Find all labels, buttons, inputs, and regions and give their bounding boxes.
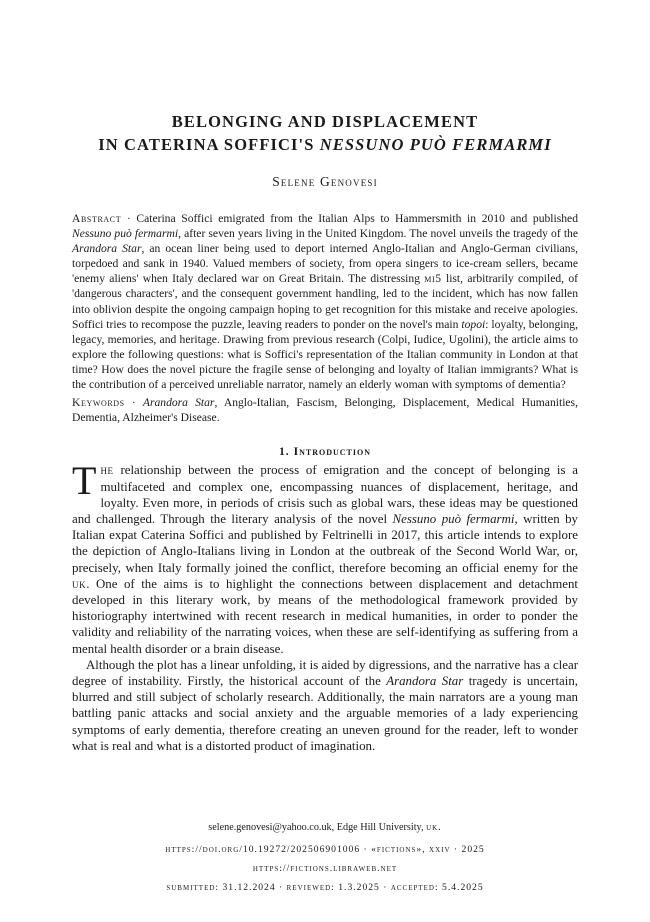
abstract-italic-3: topoi xyxy=(461,317,486,331)
submission-dates-line: submitted: 31.12.2024 · reviewed: 1.3.2025 · accepted: 5.4.2025 xyxy=(166,882,484,893)
intro-p2-italic-1: Arandora Star xyxy=(386,673,464,688)
keywords xyxy=(72,395,578,425)
section-heading-introduction: 1. Introduction xyxy=(278,445,371,459)
title-italic-novel: NESSUNO PUÒ FERMARMI xyxy=(319,135,552,154)
introduction-body xyxy=(72,458,579,754)
article-title xyxy=(72,110,578,156)
intro-p2-text-1: Although the plot has a linear unfolding, it is aided by digressions, and the narrative has a clear degree of instability. Firstly, the historical account of the xyxy=(72,657,578,688)
author-email-affiliation: selene.genovesi@yahoo.co.uk, Edge Hill University, xyxy=(208,822,427,833)
drop-cap: T xyxy=(72,458,97,504)
abstract-separator: · xyxy=(121,212,137,225)
page-footer xyxy=(0,818,650,897)
title-line-2: IN CATERINA SOFFICI'S xyxy=(98,135,320,154)
abstract-text-1: Caterina Soffici emigrated from the Italian Alps to Hammersmith in 2010 and published xyxy=(136,212,578,225)
abstract-text-4: list, arbitrarily compiled, of 'dangerous characters', and the consequent government handling, led to the incident, which has now fallen into oblivion despite the ongoing campaign hoping to get recognition for this mistake and receive apologies. Soffici tries to recompose the puzzle, leaving readers to ponder on the novel's main xyxy=(72,272,579,331)
abstract-label: Abstract xyxy=(72,212,122,225)
keywords-label: Keywords xyxy=(72,396,125,410)
author-country: uk. xyxy=(426,822,442,833)
intro-p1-text-2: , written by Italian expat Caterina Soffici and published by Feltrinelli in 2017, this article intends to explore the depiction of Anglo-Italians living in London at the outbreak of the Second World War, or, precisely, when Italy formally joined the conflict, therefore becoming an official enemy for the xyxy=(72,511,579,575)
journal-site-line: https://fictions.libraweb.net xyxy=(252,863,398,874)
title-line-1: BELONGING AND DISPLACEMENT xyxy=(171,112,479,131)
keywords-italic-1: Arandora Star xyxy=(142,396,215,410)
intro-p2-text-2: tragedy is uncertain, blurred and still subject of scholarly research. Additionally, the main narrators are a young man battling panic attacks and social anxiety and the arguable memories of a lady experiencing symptoms of early dementia, therefore creating an uneven ground for the reader, left to wonder what is real and what is a distorted product of imagination. xyxy=(72,673,578,753)
intro-p1-text-3: . One of the aims is to highlight the connections between displacement and detachment developed in this literary work, by means of the methodological framework provided by historiography intertwined with recent research in medical humanities, in order to ponder the validity and reliability of the narrating voices, when these are self-identifying as suffering from a mental health disorder or a brain disease. xyxy=(72,576,578,656)
abstract-text-5: : loyalty, belonging, legacy, memories, and heritage. Drawing from previous research (Colpi, Iudice, Ugolini), the article aims to explore the following questions: what is Soffici's representation of the Italian community in London at that time? How does the novel picture the fragile sense of belonging and loyalty of Italian immigrants? What is the contribution of a perceived unreliable narrator, namely an elderly woman with symptoms of dementia? xyxy=(72,317,578,392)
abstract-italic-2: Arandora Star xyxy=(72,242,142,256)
intro-p1-smallcaps-2: uk xyxy=(72,576,87,591)
keywords-text-1: , Anglo-Italian, Fascism, Belonging, Displacement, Medical Humanities, Dementia, Alzheimer's Disease. xyxy=(72,396,578,425)
intro-p1-smallcaps: he xyxy=(100,463,114,478)
keywords-separator: · xyxy=(124,396,143,410)
intro-paragraph-1 xyxy=(72,458,579,656)
intro-paragraph-2 xyxy=(72,657,578,754)
abstract-text-2: , after seven years living in the United Kingdom. The novel unveils the tragedy of the xyxy=(178,227,578,241)
intro-p1-italic-1: Nessuno può fermarmi xyxy=(392,511,515,526)
abstract-italic-1: Nessuno può fermarmi xyxy=(72,227,179,241)
author-name: Selene Genovesi xyxy=(272,174,378,189)
doi-line: https://doi.org/10.19272/202506901006 · «fictions», xxiv · 2025 xyxy=(165,844,485,855)
author-contact xyxy=(0,818,650,837)
abstract-text-3: , an ocean liner being used to deport interned Anglo-Italian and Anglo-German civilians, torpedoed and sank in 1940. Valued members of society, from opera singers to ice-cream sellers, became 'enemy aliens' when Italy declared war on Great Britain. The distressing xyxy=(72,242,578,286)
article-page xyxy=(72,110,578,754)
intro-p1-text-1: relationship between the process of emigration and the concept of belonging is a multifaceted and complex one, encompassing nuances of displacement, heritage, and loyalty. Even more, in periods of crisis such as global wars, these ideas may be questioned and challenged. Through the literary analysis of the novel xyxy=(72,463,578,526)
abstract xyxy=(72,211,578,392)
abstract-smallcaps-1: mi5 xyxy=(424,272,442,286)
